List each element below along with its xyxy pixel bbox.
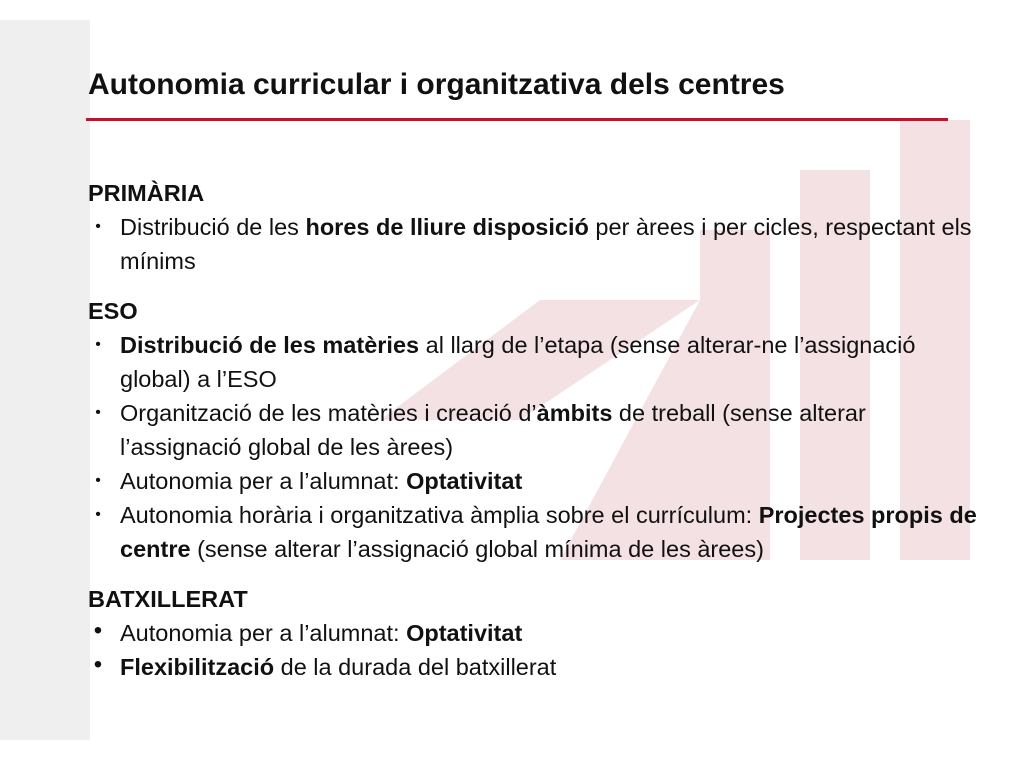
item-emphasis: hores de lliure disposició bbox=[305, 214, 589, 240]
list-item bbox=[88, 328, 988, 396]
item-emphasis: Distribució de les matèries bbox=[120, 332, 420, 358]
section-batxillerat bbox=[88, 582, 988, 684]
section-heading: ESO bbox=[88, 298, 138, 324]
list-item bbox=[88, 464, 988, 498]
item-text: Organització de les matèries i creació d’ bbox=[120, 400, 537, 426]
list-item bbox=[88, 498, 988, 566]
bullet-list bbox=[88, 210, 988, 278]
item-emphasis: Flexibilització bbox=[120, 654, 275, 680]
list-item bbox=[88, 616, 988, 650]
item-text: Autonomia horària i organitzativa àmplia sobre el currículum: bbox=[120, 502, 759, 528]
list-item bbox=[88, 396, 988, 464]
bullet-icon: • bbox=[93, 617, 103, 644]
slide-content bbox=[88, 176, 988, 700]
list-item bbox=[88, 650, 988, 684]
item-emphasis: àmbits bbox=[536, 400, 613, 426]
item-text: de treball (sense alterar l’assignació global de les àrees) bbox=[120, 400, 866, 460]
bullet-icon: • bbox=[93, 651, 103, 678]
item-emphasis: Projectes propis de centre bbox=[120, 502, 977, 562]
bullet-icon: • bbox=[95, 218, 101, 235]
item-text: (sense alterar l’assignació global mínima de les àrees) bbox=[190, 536, 764, 562]
item-text: Autonomia per a l’alumnat: bbox=[120, 620, 407, 646]
item-text: per àrees i per cicles, respectant els mínims bbox=[120, 214, 972, 274]
section-primaria bbox=[88, 176, 988, 278]
bullet-icon: • bbox=[95, 404, 101, 421]
bullet-list bbox=[88, 328, 988, 566]
section-heading: BATXILLERAT bbox=[88, 586, 248, 612]
item-text: Distribució de les bbox=[120, 214, 306, 240]
item-text: de la durada del batxillerat bbox=[274, 654, 557, 680]
item-text: Autonomia per a l’alumnat: bbox=[120, 468, 407, 494]
list-item bbox=[88, 210, 988, 278]
section-eso bbox=[88, 294, 988, 566]
slide-title: Autonomia curricular i organitzativa dels centres bbox=[88, 68, 785, 101]
item-emphasis: Optativitat bbox=[406, 468, 523, 494]
bullet-icon: • bbox=[95, 472, 101, 489]
item-text: al llarg de l’etapa (sense alterar-ne l’assignació global) a l’ESO bbox=[120, 332, 916, 392]
item-emphasis: Optativitat bbox=[406, 620, 523, 646]
title-underline bbox=[86, 118, 948, 121]
bullet-list bbox=[88, 616, 988, 684]
bullet-icon: • bbox=[95, 506, 101, 523]
bullet-icon: • bbox=[95, 336, 101, 353]
section-heading: PRIMÀRIA bbox=[88, 180, 205, 206]
